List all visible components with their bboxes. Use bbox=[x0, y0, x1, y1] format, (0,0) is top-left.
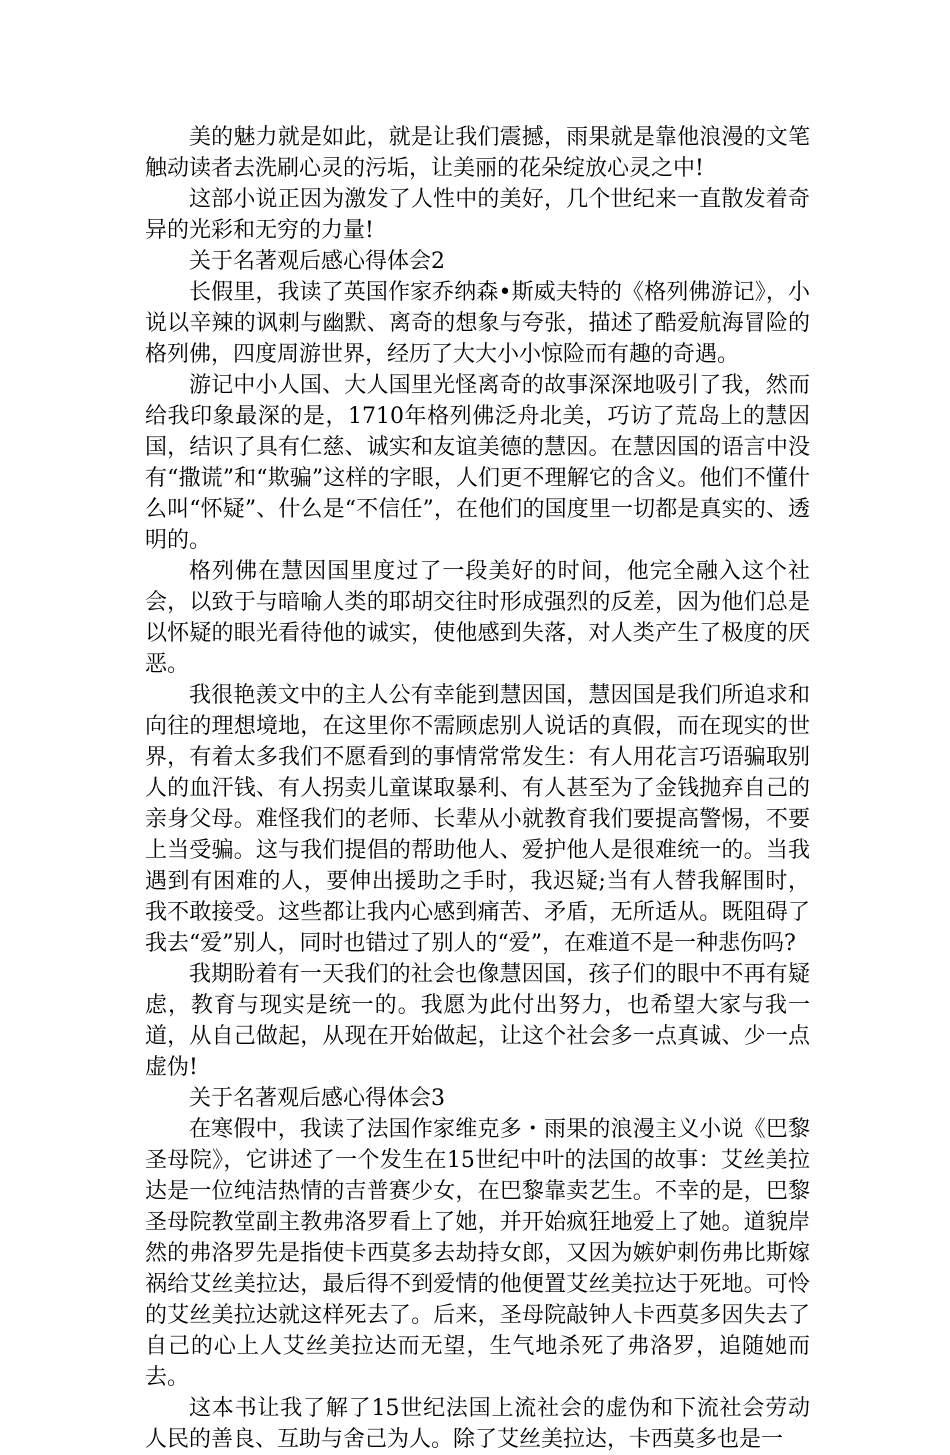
document-page bbox=[145, 122, 810, 1455]
paragraph: 在寒假中，我读了法国作家维克多・雨果的浪漫主义小说《巴黎圣母院》，它讲述了一个发生在15世纪中叶的法国的故事：艾丝美拉达是一位纯洁热情的吉普赛少女，在巴黎靠卖艺生。不幸的是，巴黎圣母院教堂副主教弗洛罗看上了她，并开始疯狂地爱上了她。道貌岸然的弗洛罗先是指使卡西莫多去劫持女郎，又因为嫉妒刺伤弗比斯嫁祸给艾丝美拉达，最后得不到爱情的他便置艾丝美拉达于死地。可怜的艾丝美拉达就这样死去了。后来，圣母院敲钟人卡西莫多因失去了自己的心上人艾丝美拉达而无望，生气地杀死了弗洛罗，追随她而去。 bbox=[145, 1117, 810, 1390]
paragraph: 这本书让我了解了15世纪法国上流社会的虚伪和下流社会劳动人民的善良、互助与舍己为人。除了艾丝美拉达，卡西莫多也是一 bbox=[145, 1396, 810, 1452]
section-heading: 关于名著观后感心得体会2 bbox=[189, 249, 445, 274]
paragraph: 我很艳羡文中的主人公有幸能到慧因国，慧因国是我们所追求和向往的理想境地，在这里你不需顾虑别人说话的真假，而在现实的世界，有着太多我们不愿看到的事情常常发生：有人用花言巧语骗取别人的血汗钱、有人拐卖儿童谋取暴利、有人甚至为了金钱抛弃自己的亲身父母。难怪我们的老师、长辈从小就教育我们要提高警惕，不要上当受骗。这与我们提倡的帮助他人、爱护他人是很难统一的。当我遇到有困难的人，要伸出援助之手时，我迟疑;当有人替我解围时，我不敢接受。这些都让我内心感到痛苦、矛盾，无所适从。既阻碍了我去“爱”别人，同时也错过了别人的“爱”，在难道不是一种悲伤吗? bbox=[145, 683, 810, 956]
paragraph: 长假里，我读了英国作家乔纳森•斯威夫特的《格列佛游记》，小说以辛辣的讽刺与幽默、离奇的想象与夸张，描述了酷爱航海冒险的格列佛，四度周游世界，经历了大大小小惊险而有趣的奇遇。 bbox=[145, 280, 810, 367]
paragraph: 游记中小人国、大人国里光怪离奇的故事深深地吸引了我，然而给我印象最深的是，1710年格列佛泛舟北美，巧访了荒岛上的慧因国，结识了具有仁慈、诚实和友谊美德的慧因。在慧因国的语言中没有“撒谎”和“欺骗”这样的字眼，人们更不理解它的含义。他们不懂什么叫“怀疑”、什么是“不信任”，在他们的国度里一切都是真实的、透明的。 bbox=[145, 373, 810, 553]
section-heading: 关于名著观后感心得体会3 bbox=[189, 1086, 445, 1111]
paragraph: 这部小说正因为激发了人性中的美好，几个世纪来一直散发着奇异的光彩和无穷的力量! bbox=[145, 187, 810, 243]
paragraph: 美的魅力就是如此，就是让我们震撼，雨果就是靠他浪漫的文笔触动读者去洗刷心灵的污垢，让美丽的花朵绽放心灵之中! bbox=[145, 125, 810, 181]
paragraph: 格列佛在慧因国里度过了一段美好的时间，他完全融入这个社会，以致于与暗喻人类的耶胡交往时形成强烈的反差，因为他们总是以怀疑的眼光看待他的诚实，使他感到失落，对人类产生了极度的厌恶。 bbox=[145, 559, 810, 677]
paragraph: 我期盼着有一天我们的社会也像慧因国，孩子们的眼中不再有疑虑，教育与现实是统一的。我愿为此付出努力，也希望大家与我一道，从自己做起，从现在开始做起，让这个社会多一点真诚、少一点虚伪! bbox=[145, 962, 810, 1080]
